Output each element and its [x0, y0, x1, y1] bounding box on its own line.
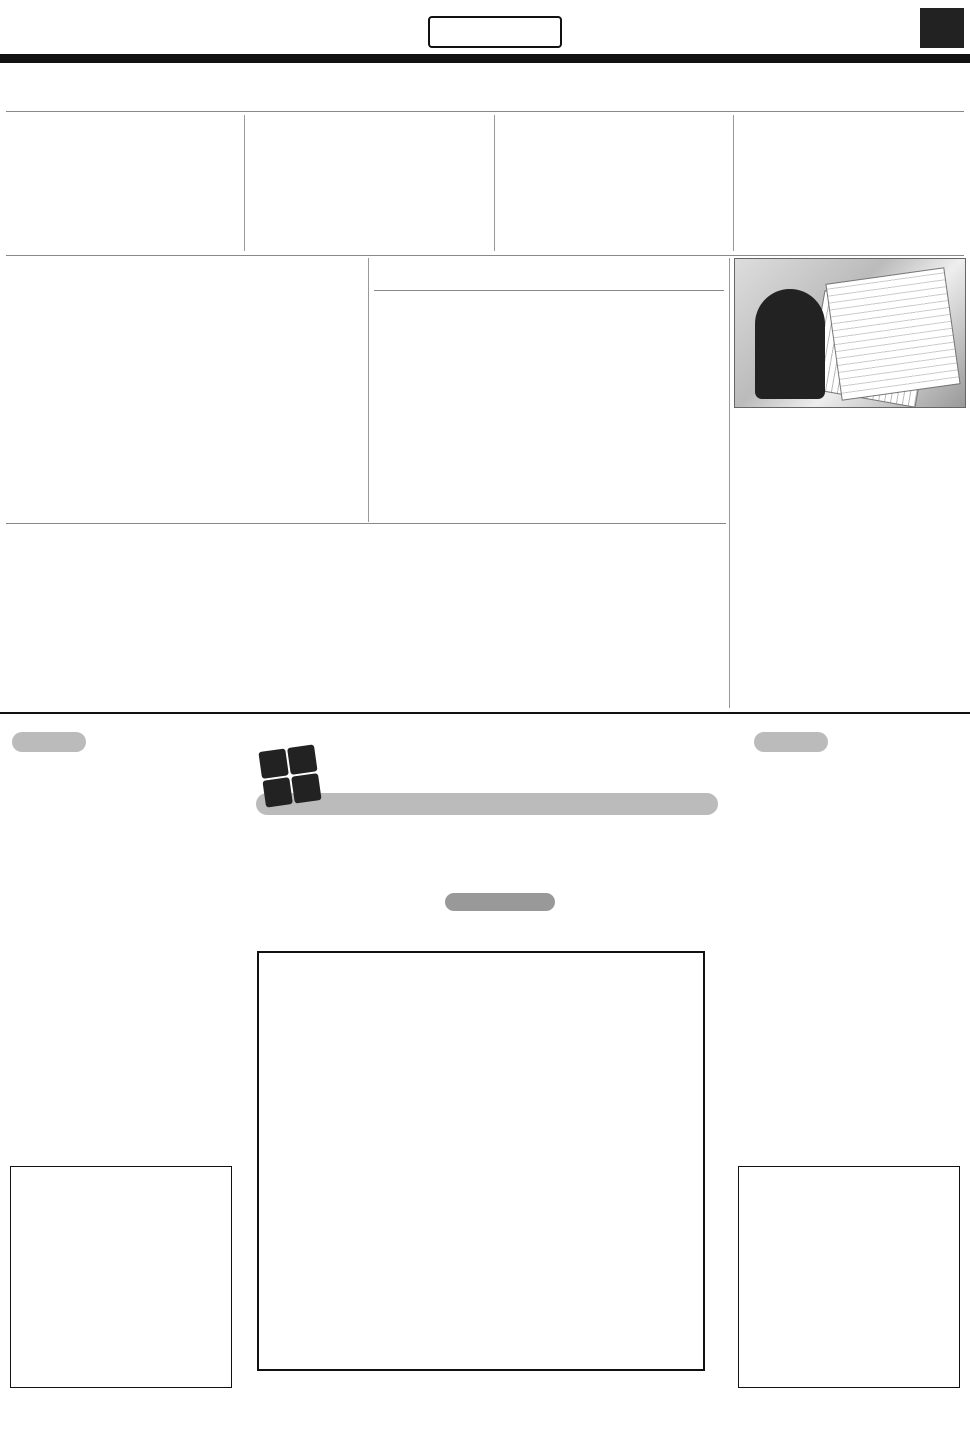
crossword-number: [445, 893, 555, 911]
divider: [6, 255, 964, 256]
normal-down-clues: [736, 1002, 964, 1160]
special-down-clues: [8, 1002, 234, 1160]
cars-column-1: [584, 566, 726, 702]
divider: [733, 115, 734, 251]
special-clues-tab[interactable]: [12, 732, 86, 752]
divider: [374, 290, 724, 291]
section-title: [428, 16, 562, 48]
divider: [494, 115, 495, 251]
normal-solution-grid: [738, 1166, 960, 1388]
power-article-text: [374, 294, 724, 520]
hijab-column-1: [246, 312, 362, 518]
row-numbers: [707, 951, 731, 1371]
section-divider: [0, 712, 970, 714]
cars-column-3: [292, 566, 434, 702]
lead-column-1: [736, 115, 964, 253]
special-solution-grid: [10, 1166, 232, 1388]
cars-column-4: [148, 566, 288, 702]
divider: [6, 111, 964, 112]
logo-letter: [258, 748, 288, 778]
cars-column-2: [438, 566, 580, 702]
crossword-logo: [258, 744, 321, 807]
newspaper-logo: [6, 4, 116, 54]
divider: [244, 115, 245, 251]
article-photo: [734, 258, 966, 408]
lead-headline: [6, 66, 964, 110]
divider: [368, 258, 369, 522]
logo-letter: [291, 773, 321, 803]
normal-across-clues: [736, 752, 964, 984]
lead-column-3: [250, 115, 488, 253]
crossword-grid[interactable]: [257, 951, 705, 1371]
divider: [729, 258, 730, 708]
logo-letter: [262, 777, 292, 807]
hijab-column-3: [8, 312, 122, 518]
drunk-jackal-text: [734, 444, 966, 706]
special-across-clues: [8, 752, 234, 984]
hijab-column-2: [127, 312, 241, 518]
lead-column-4: [6, 115, 240, 253]
crossword-title: [420, 793, 550, 815]
divider: [6, 523, 726, 524]
page-number: [920, 8, 964, 48]
logo-letter: [287, 744, 317, 774]
masthead-bar: [0, 54, 970, 63]
lead-column-2: [502, 115, 728, 253]
normal-clues-tab[interactable]: [754, 732, 828, 752]
cars-column-5: [6, 566, 144, 702]
